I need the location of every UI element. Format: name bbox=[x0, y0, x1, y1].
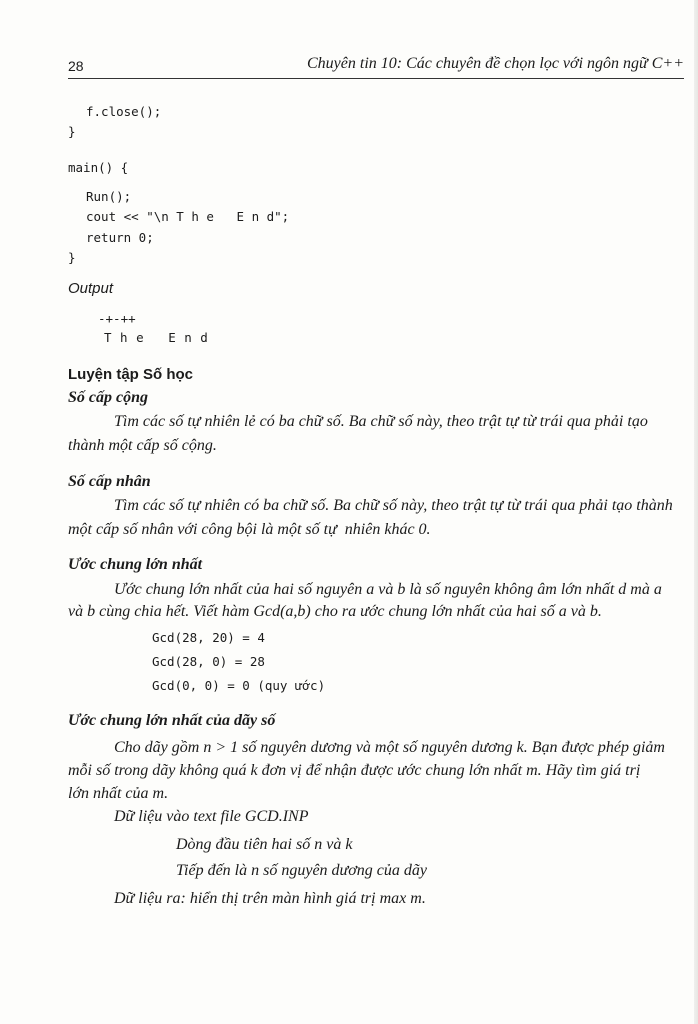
code-line: main() { bbox=[68, 160, 129, 175]
gcd-example: Gcd(28, 0) = 28 bbox=[152, 654, 265, 669]
paragraph-line: lớn nhất của m. bbox=[68, 785, 169, 802]
input-label: Dữ liệu vào text file GCD.INP bbox=[114, 808, 309, 825]
input-line: Dòng đầu tiên hai số n và k bbox=[176, 836, 353, 853]
code-line: } bbox=[68, 250, 76, 265]
code-line: f.close(); bbox=[86, 104, 162, 119]
section-title: Luyện tập Số học bbox=[68, 366, 194, 383]
code-line: Run(); bbox=[86, 189, 132, 204]
code-line: } bbox=[68, 124, 76, 139]
header-rule bbox=[68, 78, 684, 79]
running-title: Chuyên tin 10: Các chuyên đề chọn lọc với ngôn ngữ C++ bbox=[307, 55, 684, 72]
output-line: -+-++ bbox=[98, 311, 136, 326]
output-label: Dữ liệu ra: hiển thị trên màn hình giá trị max m. bbox=[114, 890, 426, 907]
paragraph-line: Ước chung lớn nhất của hai số nguyên a và b là số nguyên không âm lớn nhất d mà a bbox=[114, 581, 662, 598]
input-line: Tiếp đến là n số nguyên dương của dãy bbox=[176, 862, 428, 879]
gcd-example: Gcd(28, 20) = 4 bbox=[152, 630, 265, 645]
problem-title-ucln: Ước chung lớn nhất bbox=[68, 556, 203, 573]
paragraph-line: thành một cấp số cộng. bbox=[68, 437, 217, 454]
gcd-example: Gcd(0, 0) = 0 (quy ước) bbox=[152, 678, 326, 693]
page-number: 28 bbox=[68, 58, 84, 74]
paragraph-line: mỗi số trong dãy không quá k đơn vị để nhận được ước chung lớn nhất m. Hãy tìm giá trị bbox=[68, 762, 641, 779]
bleed-through-text bbox=[330, 180, 379, 206]
code-line: return 0; bbox=[86, 230, 154, 245]
output-heading: Output bbox=[68, 280, 114, 297]
problem-title-cap-nhan: Số cấp nhân bbox=[68, 473, 151, 490]
problem-title-ucln-day: Ước chung lớn nhất của dãy số bbox=[68, 712, 276, 729]
output-line: T h e E n d bbox=[104, 330, 209, 345]
paragraph-line: Cho dãy gồm n > 1 số nguyên dương và một số nguyên dương k. Bạn được phép giảm bbox=[114, 739, 665, 756]
paragraph-line: và b cùng chia hết. Viết hàm Gcd(a,b) cho ra ước chung lớn nhất của hai số a và b. bbox=[68, 603, 602, 620]
problem-title-cap-cong: Số cấp cộng bbox=[68, 389, 148, 406]
scan-edge bbox=[694, 0, 698, 1024]
paragraph-line: một cấp số nhân với công bội là một số tự nhiên khác 0. bbox=[68, 521, 431, 538]
paragraph-line: Tìm các số tự nhiên có ba chữ số. Ba chữ số này, theo trật tự từ trái qua phải tạo thành bbox=[114, 497, 673, 514]
code-line: cout << "\n T h e E n d"; bbox=[86, 209, 290, 224]
paragraph-line: Tìm các số tự nhiên lẻ có ba chữ số. Ba chữ số này, theo trật tự từ trái qua phải tạo bbox=[114, 413, 648, 430]
